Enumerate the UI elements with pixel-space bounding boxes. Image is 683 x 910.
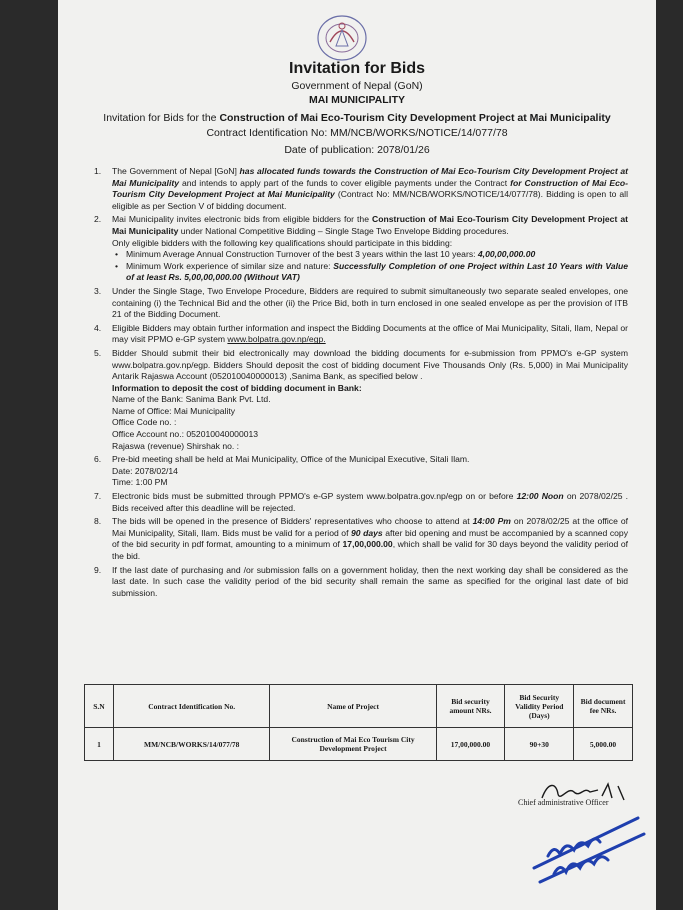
table-cell: 5,000.00 [574,728,633,761]
qualification-bullet-turnover: • Minimum Average Annual Construction Turnover of the best 3 years within the last 10 years: 4,00,00,000.00 [115,249,536,260]
qualification-bullet-experience: • Minimum Work experience of similar size and nature: Successfully Completion of one Project within Last 10 Years with Value of at least Rs. 5,00,00,000.00 (Without VAT) [115,260,628,283]
table-cell: 17,00,000.00 [436,728,505,761]
table-header: S.N [85,685,114,728]
publication-date: Date of publication: 2078/01/26 [284,144,430,156]
table-header: Contract Identification No. [113,685,270,728]
clause-9: 9. If the last date of purchasing and /or submission falls on a government holiday, then the next working day shall be considered as the last date. In such case the validity period of the bid security shall remain the same as specified for the original last date of bid submission. [94,564,628,598]
table-cell: MM/NCB/WORKS/14/077/78 [113,728,270,761]
clause-4: 4. Eligible Bidders may obtain further information and inspect the Bidding Documents at the office of Mai Municipality, Sitali, Ilam, Nepal or may visit PPMO e-GP system www.bolpatra.gov.np/egp. [94,322,628,345]
prebid-date: Date: 2078/02/14 [112,465,178,476]
bank-name: Name of the Bank: Sanima Bank Pvt. Ltd. [112,394,271,405]
nepal-emblem-seal [306,12,378,64]
clause-5: 5. Bidder Should submit their bid electronically may download the bidding documents for e-submission from PPMO's e-GP system www.bolpatra.gov.np/egp. Bidders Should deposit the cost of bidding document Five Thousands Only (Rs. 5,000) in Mai Municipality Antarik Rajaswa Account (052010040000013) ,Sanima Bank, as specified below . Information to deposit the cost of bidding document in Bank: Name of the Bank: Sanima Bank Pvt. Ltd. Name of Office: Mai Municipality Office Code no. : Office Account no.: 052010040000013 Rajaswa (revenue) Shirshak no. : [94,347,628,451]
office-code: Office Code no. : [112,417,177,428]
egp-link[interactable]: www.bolpatra.gov.np/egp. [227,334,326,345]
table-header: Bid security amount NRs. [436,685,505,728]
clause-6: 6. Pre-bid meeting shall be held at Mai Municipality, Office of the Municipal Executive, Sitali Ilam. Date: 2078/02/14 Time: 1:00 PM [88,454,628,489]
bank-info-heading: Information to deposit the cost of bidding document in Bank: [112,382,362,393]
table-cell: 1 [85,728,114,761]
government-name: Government of Nepal (GoN) [291,80,423,92]
revenue-shirshak: Rajaswa (revenue) Shirshak no. : [112,440,240,451]
notice-body [88,166,628,601]
table-row [85,728,633,761]
clause-3: 3. Under the Single Stage, Two Envelope Procedure, Bidders are required to submit simultaneously two separate sealed envelopes, one containing (i) the Technical Bid and the other (ii) the Price Bid, both in turn enclosed in one sealed envelope as per the provision of ITB 21 of the Bidding Document. [94,285,628,320]
clause-1: 1. The Government of Nepal [GoN] has allocated funds towards the Construction of Mai Eco-Tourism City Development Project at Mai Municipality and intends to apply part of the funds to cover eligible payments under the Contract for Construction of Mai Eco-Tourism City Development Project at Mai Municipality (Contract No: MM/NCB/WORKS/NOTICE/14/077/78). Bidding is open to all eligible as per Section V of bidding document. [94,166,629,211]
clause-2: 2. Mai Municipality invites electronic bids from eligible bidders for the Construction of Mai Eco-Tourism City Development Project at Mai Municipality under National Competitive Bidding – Single Stage Two Envelope Bidding procedures. Only eligible bidders with the following key qualifications should participate in this bidding: • Minimum Average Annual Construction Turnover of the best 3 years within the last 10 years: 4,00,00,000.00 • Minimum Work experience of similar size and nature: Successfully Completion of one Project within Last 10 Years with Value of at least Rs. 5,00,00,000.00 (Without VAT) [94,214,628,283]
signatory-title: Chief administrative Officer [518,798,609,807]
official-stamp [528,808,648,888]
table-header: Bid document fee NRs. [574,685,633,728]
prebid-time: Time: 1:00 PM [112,477,168,488]
table-cell: Construction of Mai Eco Tourism City Development Project [270,728,436,761]
clause-7: 7. Electronic bids must be submitted through PPMO's e-GP system www.bolpatra.gov.np/egp on or before 12:00 Noon on 2078/02/25 . Bids received after this deadline will be rejected. [94,491,629,513]
table-header-row [85,685,633,728]
table-header: Bid Security Validity Period (Days) [505,685,574,728]
notice-page [58,0,656,910]
contract-identification: Contract Identification No: MM/NCB/WORKS/NOTICE/14/077/78 [206,127,508,139]
office-name: Name of Office: Mai Municipality [112,405,236,416]
bid-details-table [84,684,633,761]
table-header: Name of Project [270,685,436,728]
municipality-name: MAI MUNICIPALITY [308,94,406,106]
notice-title: Invitation for Bids [289,60,425,77]
office-account: Office Account no.: 052010040000013 [112,429,259,440]
invitation-line: Invitation for Bids for the Construction of Mai Eco-Tourism City Development Project at Mai Municipality [103,112,611,124]
clause-8: 8. The bids will be opened in the presence of Bidders' representatives who choose to attend at 14:00 Pm on 2078/02/25 at the office of Mai Municipality, Sitali, Ilam. Bids must be valid for a period of 90 days after bid opening and must be accompanied by a scanned copy of the bid security in pdf format, amounting to a minimum of 17,00,000.00, which shall be valid for 30 days beyond the validity period of the bid. [94,516,629,561]
table-cell: 90+30 [505,728,574,761]
